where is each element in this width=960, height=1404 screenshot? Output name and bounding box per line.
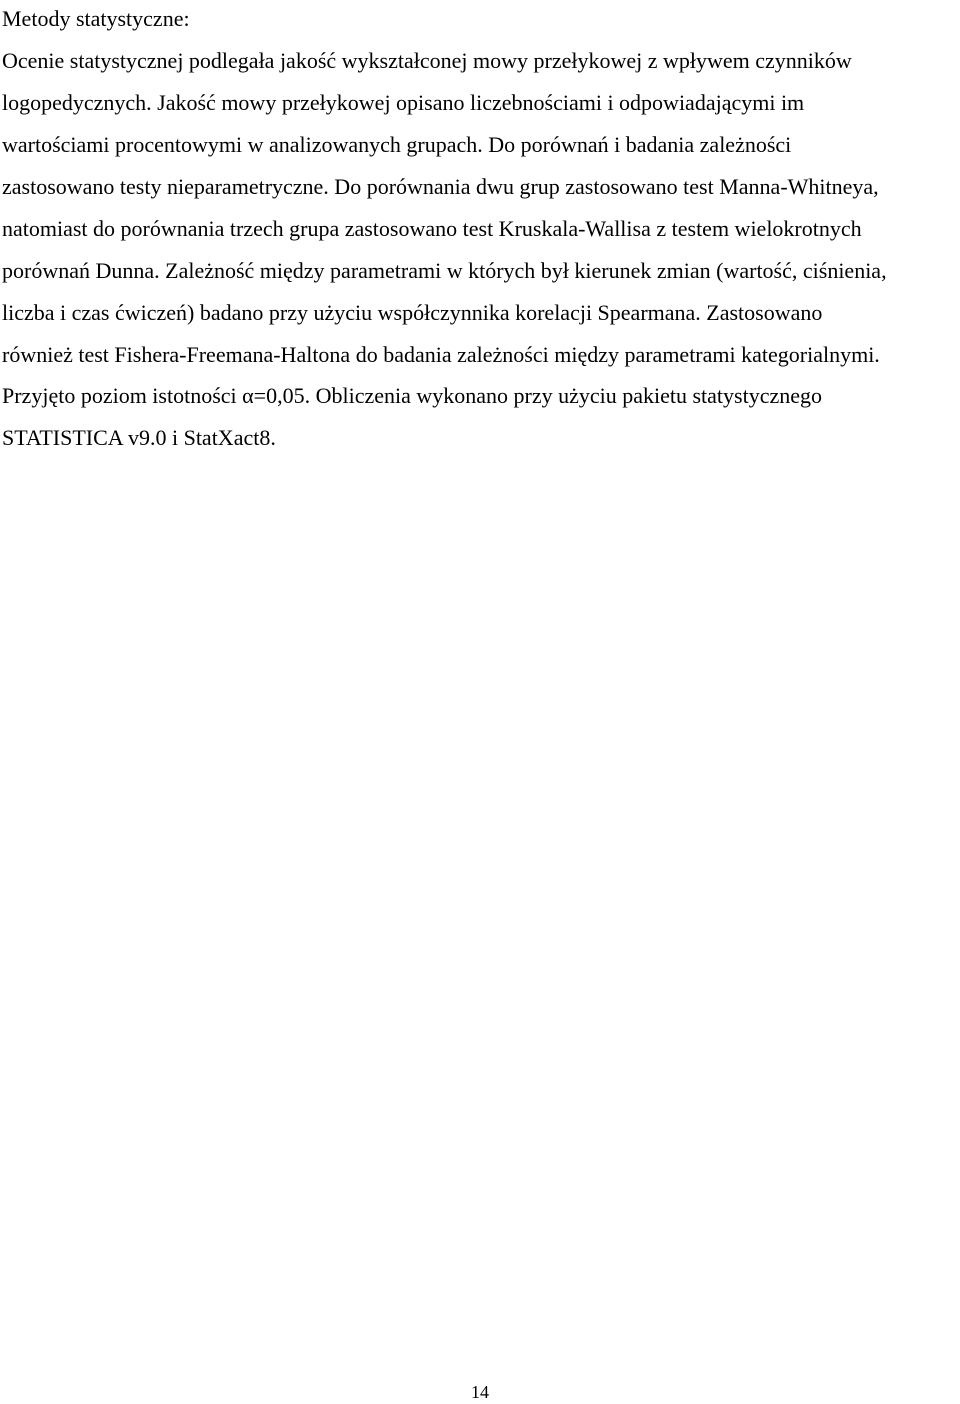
page-number: 14 — [471, 1382, 489, 1402]
paragraph-line-8: również test Fishera-Freemana-Haltona do badania zależności między parametrami kategorialnymi. — [2, 342, 880, 367]
paragraph-line-7: liczba i czas ćwiczeń) badano przy użyciu współczynnika korelacji Spearmana. Zastosowano — [2, 300, 823, 325]
paragraph-line-1: Ocenie statystycznej podlegała jakość wykształconej mowy przełykowej z wpływem czynników — [2, 48, 852, 73]
paragraph-line-2: logopedycznych. Jakość mowy przełykowej opisano liczebnościami i odpowiadającymi im — [2, 90, 805, 115]
paragraph-line-6: porównań Dunna. Zależność między parametrami w których był kierunek zmian (wartość, ciśnienia, — [2, 258, 887, 283]
paragraph-line-3: wartościami procentowymi w analizowanych grupach. Do porównań i badania zależności — [2, 132, 792, 157]
paragraph-line-9: Przyjęto poziom istotności α=0,05. Obliczenia wykonano przy użyciu pakietu statystycznego — [2, 383, 823, 408]
paragraph-line-4: zastosowano testy nieparametryczne. Do porównania dwu grup zastosowano test Manna-Whitneya, — [2, 174, 879, 199]
section-heading: Metody statystyczne: — [2, 6, 190, 31]
paragraph-line-5: natomiast do porównania trzech grupa zastosowano test Kruskala-Wallisa z testem wielokrotnych — [2, 216, 862, 241]
paragraph-line-10: STATISTICA v9.0 i StatXact8. — [2, 425, 276, 450]
